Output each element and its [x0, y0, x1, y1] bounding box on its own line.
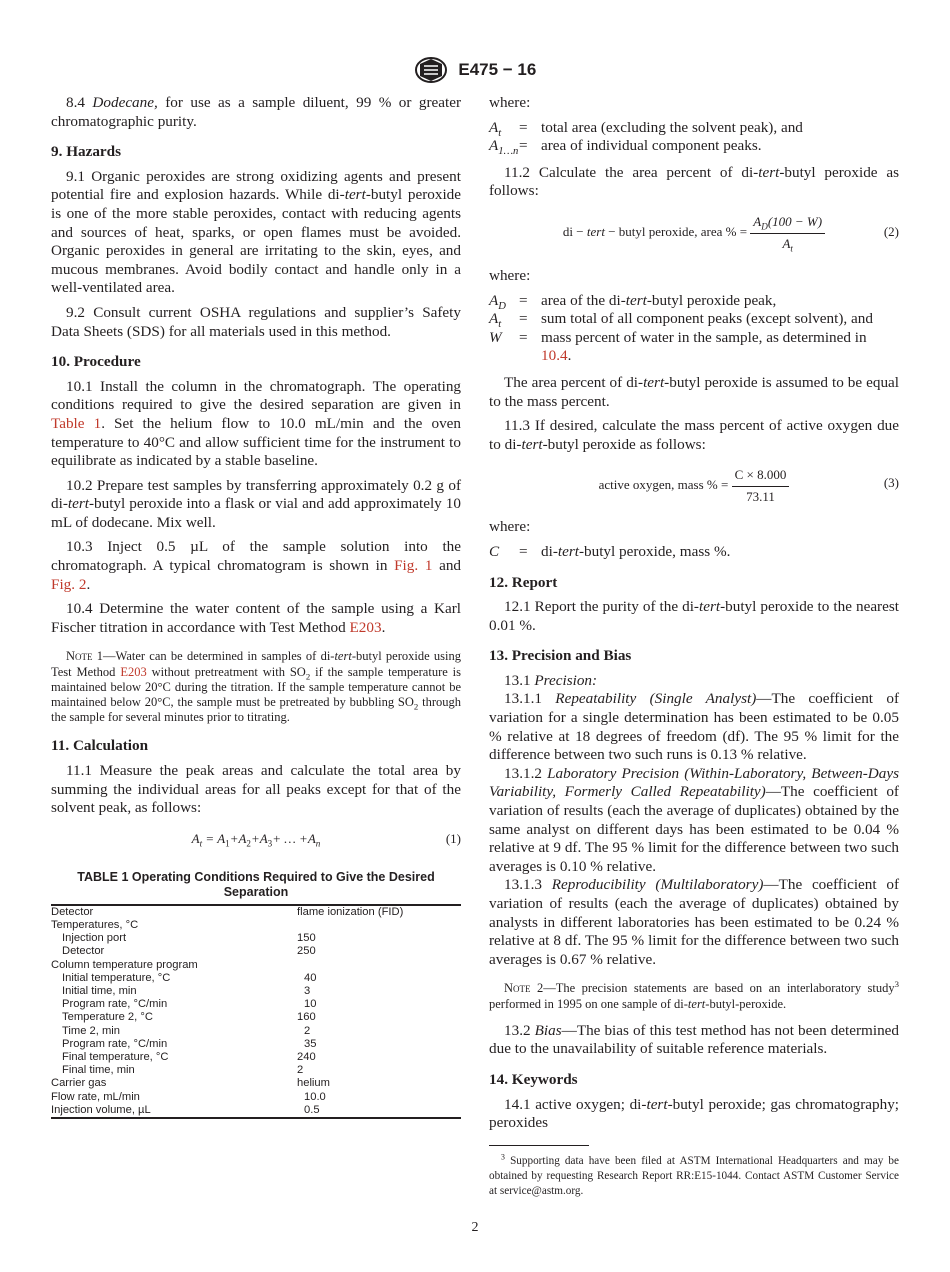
- link-fig-2[interactable]: Fig. 2: [51, 575, 87, 593]
- table-row: [51, 998, 461, 1011]
- table-cell-label: Flow rate, mL/min: [51, 1090, 140, 1103]
- paragraph-13-1-3: 13.1.3 Reproducibility (Multilaboratory)—The coefficient of variation of results (each the average of duplicates) obtained by analysts in different laboratories has been estimated to be 0.24 % relative at 8 df. The 95 % limit for the difference between two such averages is 0.67 % relative.: [489, 876, 899, 968]
- where-label-3: where:: [489, 518, 531, 536]
- table-cell-value: 10.0: [304, 1090, 326, 1103]
- table-cell-value: [297, 959, 461, 972]
- link-10-4[interactable]: 10.4: [541, 347, 568, 365]
- section-heading-report: 12. Report: [489, 573, 558, 591]
- link-e203-note[interactable]: E203: [120, 664, 147, 679]
- section-heading-keywords: 14. Keywords: [489, 1070, 578, 1088]
- table-cell-value: flame ionization (FID): [297, 905, 404, 918]
- definition-at: $A_t$ = total area (excluding the solvent peak), and: [489, 118, 803, 139]
- paragraph-13-1-1: 13.1.1 Repeatability (Single Analyst)—The coefficient of variation for a single determination has been estimated to be 0.05 % relative at 18 degrees of freedom (df). The 95 % limit for the difference between two such runs is 0.13 % relative.: [489, 690, 899, 764]
- paragraph-13-2: 13.2 Bias—The bias of this test method has not been determined due to the unavailability of suitable reference materials.: [489, 1021, 900, 1058]
- table-row: [51, 1091, 461, 1104]
- table-cell-value: 2: [304, 1024, 311, 1037]
- table-row: [51, 1064, 461, 1077]
- definition-at-2: $A_t$ = sum total of all component peaks (except solvent), and: [489, 310, 873, 331]
- table-cell-label: Temperature 2, °C: [62, 1011, 153, 1024]
- note-1: Note 1—Water can be determined in samples of di-tert-butyl peroxide using Test Method E203 without pretreatment with $SO_2$ if the sample temperature is maintained below 20°C during the titration. If the sample temperature cannot be maintained below 20°C, the sample must be pretreated by bubbling $SO_2$ through the sample for several minutes prior to titrating.: [51, 649, 462, 725]
- table-cell-value: 35: [304, 1037, 317, 1050]
- table-cell-label: Initial time, min: [62, 985, 137, 998]
- table-cell-value: 160: [297, 1011, 316, 1024]
- table-cell-label: Program rate, °C/min: [62, 998, 168, 1011]
- table-row: [51, 1051, 461, 1064]
- paragraph-10-3: 10.3 Inject 0.5 µL of the sample solution into the chromatograph. A typical chromatogram is shown in Fig. 1 and Fig. 2.: [51, 538, 462, 593]
- page-header: [0, 56, 950, 84]
- table-cell-value: 240: [297, 1051, 316, 1064]
- table-cell-label: Injection port: [62, 932, 127, 945]
- footnote-divider: [489, 1145, 589, 1146]
- paragraph-12-1: 12.1 Report the purity of the di-tert-butyl peroxide to the nearest 0.01 %.: [489, 598, 899, 634]
- note-2: Note 2—The precision statements are based on an interlaboratory study$^3$ performed in 1995 on one sample of di-tert-butyl-peroxide.: [489, 979, 899, 1011]
- equation-2-body: di − tert − butyl peroxide, area % = $\frac{A_D(100 - W)}{A_t}$: [489, 213, 899, 253]
- table-cell-label: Time 2, min: [62, 1024, 121, 1037]
- table-cell-label: Temperatures, °C: [51, 919, 139, 932]
- equation-1-body: $A_t = A_1+A_2+A_3+$ … $+A_n$: [191, 830, 321, 849]
- definition-c: C = di-tert-butyl peroxide, mass %.: [489, 542, 731, 560]
- table-cell-label: Final time, min: [62, 1064, 135, 1077]
- section-heading-hazards: 9. Hazards: [51, 143, 122, 161]
- where-label-1: where:: [489, 94, 531, 111]
- definitions-2: [489, 292, 899, 366]
- equation-3-body: active oxygen, mass % = $\frac{C \times 8.000}{73.11}$: [489, 466, 899, 506]
- table-cell-value: helium: [297, 1077, 330, 1090]
- table-row: [51, 1077, 461, 1090]
- standard-designation: E475 − 16: [458, 60, 537, 79]
- paragraph-11-3: 11.3 If desired, calculate the mass percent of active oxygen due to di-tert-butyl peroxide as follows:: [489, 417, 900, 453]
- definition-a1n: $A_{1\dots n}$ = area of individual component peaks.: [489, 137, 762, 158]
- table-row: [51, 959, 461, 972]
- table-cell-value: 0.5: [304, 1103, 320, 1116]
- definitions-1: [489, 119, 899, 156]
- paragraph-10-2: 10.2 Prepare test samples by transferring approximately 0.2 g of di-tert-butyl peroxide into a flask or vial and add approximately 10 mL of dodecane. Mix well.: [51, 476, 461, 531]
- equation-1-number: (1): [445, 830, 461, 846]
- definition-ad: $A_D$ = area of the di-tert-butyl peroxide peak,: [489, 291, 777, 312]
- paragraph-13-1: 13.1 Precision:: [504, 671, 598, 689]
- equation-2-number: (2): [883, 223, 899, 239]
- table-row: [51, 985, 461, 998]
- table-row: [51, 1038, 461, 1051]
- section-heading-precision-bias: 13. Precision and Bias: [489, 647, 632, 665]
- table-row: [51, 972, 461, 985]
- table-row: [51, 919, 461, 932]
- table-row: [51, 945, 461, 958]
- table-cell-value: 3: [304, 985, 311, 998]
- equation-3-fraction: $\frac{C \times 8.000}{73.11}$: [732, 466, 790, 506]
- equation-3-number: (3): [883, 475, 899, 491]
- table-cell-label: Carrier gas: [51, 1077, 107, 1090]
- paragraph-11-1: 11.1 Measure the peak areas and calculate the total area by summing the individual areas for all peaks except for that of the solvent peak, as follows:: [51, 762, 461, 817]
- definitions-3: [489, 543, 899, 562]
- table-cell-value: 250: [297, 945, 316, 958]
- section-heading-calculation: 11. Calculation: [51, 737, 149, 755]
- paragraph-14-1: 14.1 active oxygen; di-tert-butyl peroxide; gas chromatography; peroxides: [489, 1095, 900, 1132]
- paragraph-9-2: 9.2 Consult current OSHA regulations and supplier’s Safety Data Sheets (SDS) for all materials used in this method.: [51, 303, 461, 340]
- table-cell-value: [297, 919, 461, 932]
- paragraph-area-percent: The area percent of di-tert-butyl peroxide is assumed to be equal to the mass percent.: [489, 373, 899, 410]
- equation-2-fraction: $\frac{A_D(100 - W)}{A_t}$: [750, 213, 825, 253]
- link-table-1[interactable]: Table 1: [51, 414, 102, 432]
- paragraph-11-2: 11.2 Calculate the area percent of di-tert-butyl peroxide as follows:: [489, 163, 899, 200]
- table-cell-label: Program rate, °C/min: [62, 1037, 168, 1050]
- table-row: [51, 1025, 461, 1038]
- table-cell-label: Initial temperature, °C: [62, 971, 171, 984]
- link-fig-1[interactable]: Fig. 1: [394, 557, 433, 575]
- paragraph-13-1-2: 13.1.2 Laboratory Precision (Within-Laboratory, Between-Days Variability, Formerly Called Repeatability)—The coefficient of variation of results (each the average of duplicates) obtained by the same analyst on different days has been estimated to be 0.04 % relative at 9 df. The 95 % limit for the difference between two such averages is 0.10 % relative.: [489, 764, 900, 875]
- right-column: [489, 94, 899, 1200]
- equation-3: [489, 464, 899, 502]
- table-cell-value: 40: [304, 971, 317, 984]
- table-cell-value: 150: [297, 932, 316, 945]
- paragraph-8-4: 8.4 Dodecane, for use as a sample diluent, 99 % or greater chromatographic purity.: [51, 94, 462, 130]
- where-label-2: where:: [489, 266, 531, 284]
- table-cell-label: Column temperature program: [51, 958, 198, 971]
- page-number: 2: [471, 1220, 479, 1235]
- table-1-title: TABLE 1 Operating Conditions Required to Give the Desired Separation: [77, 869, 435, 899]
- astm-logo-icon: [414, 56, 448, 84]
- table-cell-label: Detector: [51, 905, 94, 918]
- table-cell-label: Detector: [62, 945, 105, 958]
- table-1-body: [51, 905, 461, 1118]
- footnote-3: $^3$ Supporting data have been filed at ASTM International Headquarters and may be obtained by requesting Research Report RR:E15-1044. Contact ASTM Customer Service at service@astm.org.: [489, 1152, 899, 1198]
- table-1-grid: [51, 904, 461, 1119]
- table-row: [51, 1104, 461, 1118]
- definition-w: W = mass percent of water in the sample, as determined in 10.4.: [489, 328, 867, 365]
- section-heading-procedure: 10. Procedure: [51, 353, 141, 371]
- table-cell-value: 2: [297, 1064, 304, 1077]
- table-row: [51, 932, 461, 945]
- paragraph-10-4: 10.4 Determine the water content of the sample using a Karl Fischer titration in accordance with Test Method E203.: [51, 600, 461, 636]
- left-column: [51, 94, 461, 1119]
- table-row: [51, 1011, 461, 1024]
- paragraph-9-1: 9.1 Organic peroxides are strong oxidizing agents and present potential fire and explosion hazards. While di-tert-butyl peroxide is one of the more stable peroxides, contact with reducing agents and sources of heat, sparks, or open flames must be avoided. Organic peroxides in general are irritating to the skin, eyes, and mucous membranes. Avoid bodily contact and handle only in a well-ventilated area.: [51, 167, 461, 297]
- equation-2: [489, 211, 899, 254]
- link-e203[interactable]: E203: [349, 618, 382, 636]
- table-1: [51, 870, 461, 1119]
- table-row: [51, 905, 461, 919]
- table-cell-value: 10: [304, 998, 317, 1011]
- equation-1: [51, 828, 461, 850]
- table-cell-label: Injection volume, µL: [51, 1103, 151, 1116]
- paragraph-10-1: 10.1 Install the column in the chromatograph. The operating conditions required to give the desired separation are given in Table 1. Set the helium flow to 10.0 mL/min and the oven temperature to 40°C and allow sufficient time for the instrument to equilibrate as indicated by a stable baseline.: [51, 377, 462, 470]
- table-cell-label: Final temperature, °C: [62, 1051, 169, 1064]
